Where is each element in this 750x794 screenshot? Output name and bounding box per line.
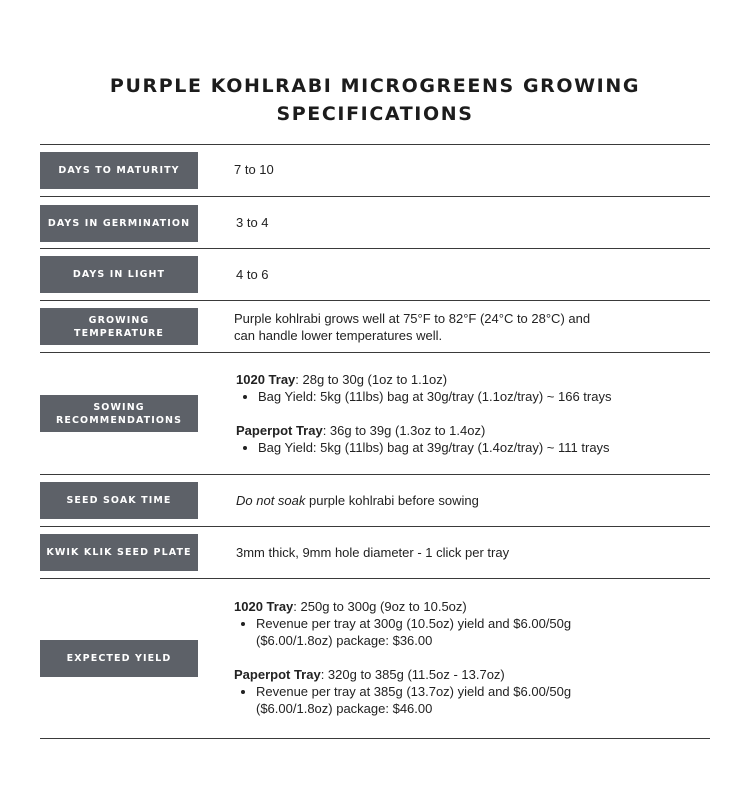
label-text-line-2: RECOMMENDATIONS bbox=[55, 414, 183, 426]
bullet-line-1: Revenue per tray at 300g (10.5oz) yield and $6.00/50g bbox=[256, 616, 572, 631]
value-seed-soak-time bbox=[236, 492, 479, 509]
divider bbox=[40, 526, 710, 527]
divider bbox=[40, 738, 710, 739]
divider bbox=[40, 248, 710, 249]
label-seed-soak-time bbox=[40, 482, 198, 519]
temperature-line-2: can handle lower temperatures well. bbox=[234, 328, 443, 343]
title-line-2: SPECIFICATIONS bbox=[276, 103, 474, 125]
tray-rate: : 36g to 39g (1.3oz to 1.4oz) bbox=[322, 423, 486, 438]
value-growing-temperature bbox=[234, 310, 590, 344]
soak-emphasis: Do not soak bbox=[236, 493, 306, 508]
value-kwik-klik-seed-plate: 3mm thick, 9mm hole diameter - 1 click per tray bbox=[236, 545, 510, 560]
value-days-in-light: 4 to 6 bbox=[236, 267, 269, 282]
value-days-in-germination: 3 to 4 bbox=[236, 215, 269, 230]
page-title bbox=[0, 72, 750, 128]
yield-1020-line bbox=[234, 598, 571, 615]
label-text: DAYS IN GERMINATION bbox=[47, 218, 191, 229]
tray-name: Paperpot Tray bbox=[236, 423, 323, 438]
label-sowing-recommendations bbox=[40, 395, 198, 432]
sowing-paperpot-list bbox=[236, 439, 611, 456]
tray-name: 1020 Tray bbox=[234, 599, 294, 614]
sowing-paperpot-line bbox=[236, 422, 611, 439]
label-expected-yield bbox=[40, 640, 198, 677]
label-text: GROWING TEMPERATURE bbox=[74, 314, 164, 339]
label-text: SEED SOAK TIME bbox=[66, 495, 172, 506]
label-text: KWIK KLIK SEED PLATE bbox=[46, 547, 192, 558]
tray-rate: : 320g to 385g (11.5oz - 13.7oz) bbox=[320, 667, 505, 682]
label-text-line-1: SOWING bbox=[93, 401, 145, 413]
yield-paperpot-list bbox=[234, 683, 571, 717]
label-kwik-klik-seed-plate bbox=[40, 534, 198, 571]
label-days-in-germination bbox=[40, 205, 198, 242]
divider bbox=[40, 578, 710, 579]
divider bbox=[40, 352, 710, 353]
list-item: • Bag Yield: 5kg (11lbs) bag at 30g/tray (1.1oz/tray) ~ 166 trays bbox=[258, 388, 611, 405]
bullet-line-2: ($6.00/1.8oz) package: $46.00 bbox=[256, 701, 433, 716]
tray-rate: : 28g to 30g (1oz to 1.1oz) bbox=[295, 372, 448, 387]
label-days-in-light bbox=[40, 256, 198, 293]
divider bbox=[40, 196, 710, 197]
list-item bbox=[256, 683, 571, 717]
tray-name: 1020 Tray bbox=[236, 372, 296, 387]
tray-rate: : 250g to 300g (9oz to 10.5oz) bbox=[293, 599, 467, 614]
label-text: EXPECTED YIELD bbox=[66, 653, 172, 664]
divider bbox=[40, 300, 710, 301]
tray-name: Paperpot Tray bbox=[234, 667, 321, 682]
sowing-1020-line bbox=[236, 371, 611, 388]
bullet-line-2: ($6.00/1.8oz) package: $36.00 bbox=[256, 633, 433, 648]
divider bbox=[40, 474, 710, 475]
list-item: • Bag Yield: 5kg (11lbs) bag at 39g/tray (1.4oz/tray) ~ 111 trays bbox=[258, 439, 611, 456]
yield-1020-list bbox=[234, 615, 571, 649]
title-line-1: PURPLE KOHLRABI MICROGREENS GROWING bbox=[109, 75, 641, 97]
sowing-1020-list bbox=[236, 388, 611, 405]
list-item bbox=[256, 615, 571, 649]
yield-paperpot-line bbox=[234, 666, 571, 683]
label-text: DAYS IN LIGHT bbox=[72, 269, 166, 280]
value-expected-yield bbox=[234, 598, 571, 717]
divider bbox=[40, 144, 710, 145]
bullet-line-1: Revenue per tray at 385g (13.7oz) yield and $6.00/50g bbox=[256, 684, 572, 699]
label-growing-temperature bbox=[40, 308, 198, 345]
label-text: DAYS TO MATURITY bbox=[58, 165, 180, 176]
soak-rest: purple kohlrabi before sowing bbox=[305, 493, 479, 508]
temperature-line-1: Purple kohlrabi grows well at 75°F to 82°F (24°C to 28°C) and bbox=[234, 311, 591, 326]
label-days-to-maturity bbox=[40, 152, 198, 189]
value-days-to-maturity: 7 to 10 bbox=[234, 162, 274, 177]
value-sowing-recommendations bbox=[236, 371, 611, 456]
